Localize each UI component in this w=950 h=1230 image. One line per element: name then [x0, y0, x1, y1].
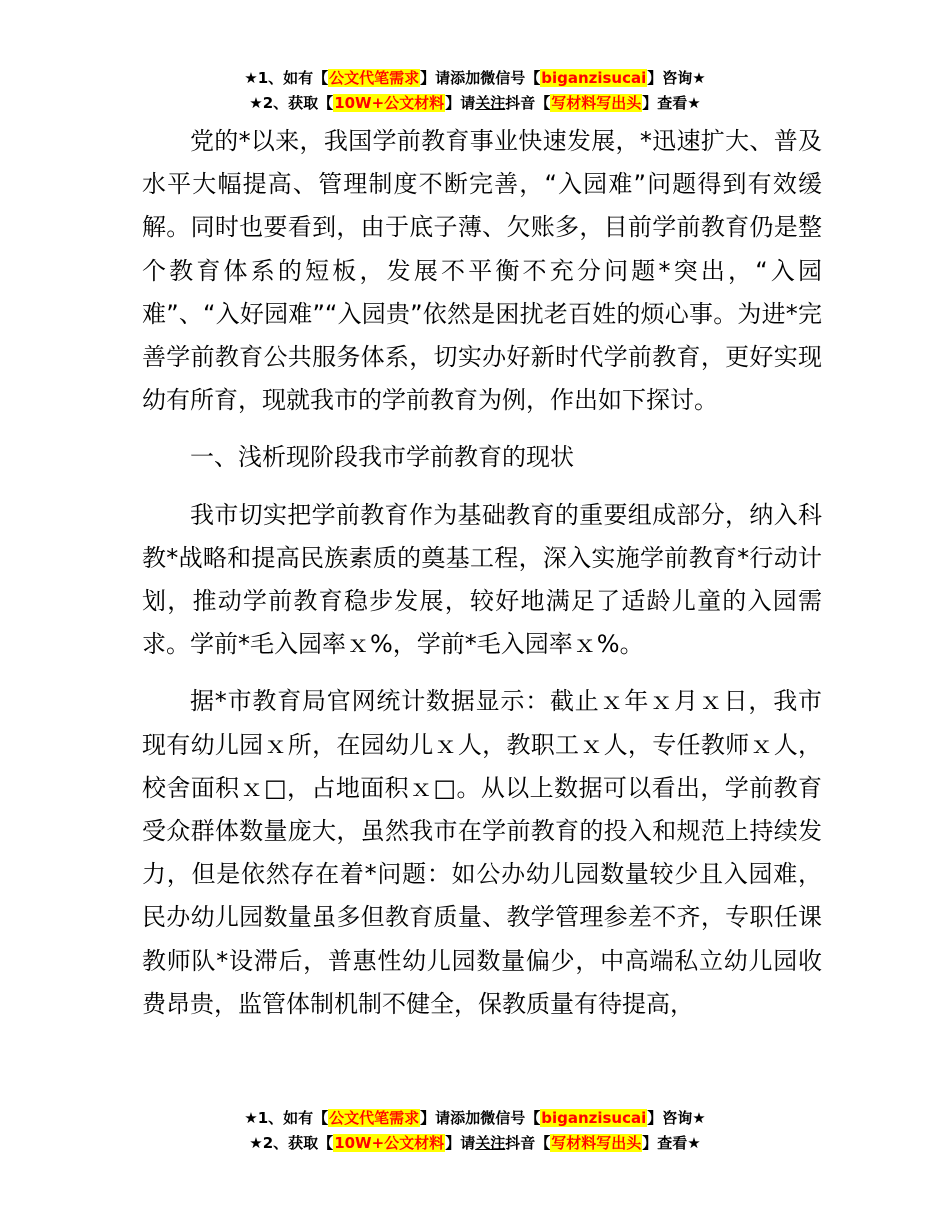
footer-1-suffix: 】咨询★ [647, 1109, 706, 1127]
footer-2-suffix: 】查看★ [642, 1134, 701, 1152]
footer-2-highlight-douyin: 写材料写出头 [551, 1134, 642, 1152]
promo-line-1 [0, 66, 950, 91]
footer-promo-line-2 [0, 1131, 950, 1156]
promo-2-prefix: ★2、获取【 [249, 94, 334, 112]
promo-2-mid: 】请 [445, 94, 476, 112]
footer-2-mid: 】请 [445, 1134, 476, 1152]
promo-1-mid: 】请添 [420, 69, 466, 87]
footer-2-mid2: 抖音【 [505, 1134, 551, 1152]
footer-1-highlight-wechat: biganzisucai [541, 1109, 647, 1127]
promo-1-prefix: ★1、如有【 [244, 69, 329, 87]
promo-1-highlight-wechat: biganzisucai [541, 69, 647, 87]
promo-2-underline-word: 关注 [475, 94, 506, 112]
footer-promo [0, 1106, 950, 1156]
promo-line-2 [0, 91, 950, 116]
paragraph-intro: 党的*以来，我国学前教育事业快速发展，*迅速扩大、普及水平大幅提高、管理制度不断完善，“入园难”问题得到有效缓解。同时也要看到，由于底子薄、欠账多，目前学前教育仍是整个教育体系的短板，发展不平衡不充分问题*突出，“入园难”、“入好园难”“入园贵”依然是困扰老百姓的烦心事。为进*完善学前教育公共服务体系，切实办好新时代学前教育，更好实现幼有所育，现就我市的学前教育为例，作出如下探讨。 [142, 127, 822, 415]
footer-1-mid: 】请添 [420, 1109, 466, 1127]
footer-1-mid2: 微信号【 [480, 1109, 541, 1127]
promo-2-suffix: 】查看★ [642, 94, 701, 112]
header-promo [0, 66, 950, 116]
footer-2-prefix: ★2、获取【 [249, 1134, 334, 1152]
footer-1-highlight-service: 公文代笔需求 [329, 1109, 420, 1127]
promo-1-bold-word: 加 [465, 69, 481, 87]
document-body [142, 120, 822, 1026]
section-heading-1: 一、浅析现阶段我市学前教育的现状 [190, 443, 574, 472]
paragraph-overview: 我市切实把学前教育作为基础教育的重要组成部分，纳入科教*战略和提高民族素质的奠基工程，深入实施学前教育*行动计划，推动学前教育稳步发展，较好地满足了适龄儿童的入园需求。学前*毛入园率ｘ%，学前*毛入园率ｘ%。 [142, 500, 822, 659]
promo-1-suffix: 】咨询★ [647, 69, 706, 87]
footer-2-highlight-materials: 10W+公文材料 [334, 1134, 445, 1152]
footer-2-underline-word: 关注 [475, 1134, 506, 1152]
promo-2-highlight-materials: 10W+公文材料 [334, 94, 445, 112]
promo-2-mid2: 抖音【 [505, 94, 551, 112]
paragraph-statistics: 据*市教育局官网统计数据显示：截止ｘ年ｘ月ｘ日，我市现有幼儿园ｘ所，在园幼儿ｘ人，教职工ｘ人，专任教师ｘ人，校舍面积ｘ□，占地面积ｘ□。从以上数据可以看出，学前教育受众群体数量庞大，虽然我市在学前教育的投入和规范上持续发力，但是依然存在着*问题：如公办幼儿园数量较少且入园难，民办幼儿园数量虽多但教育质量、教学管理参差不齐，专职任课教师队*设滞后，普惠性幼儿园数量偏少，中高端私立幼儿园收费昂贵，监管体制机制不健全，保教质量有待提高， [142, 687, 822, 1018]
footer-1-prefix: ★1、如有【 [244, 1109, 329, 1127]
promo-1-highlight-service: 公文代笔需求 [329, 69, 420, 87]
footer-promo-line-1 [0, 1106, 950, 1131]
footer-1-bold-word: 加 [465, 1109, 481, 1127]
promo-1-mid2: 微信号【 [480, 69, 541, 87]
promo-2-highlight-douyin: 写材料写出头 [551, 94, 642, 112]
